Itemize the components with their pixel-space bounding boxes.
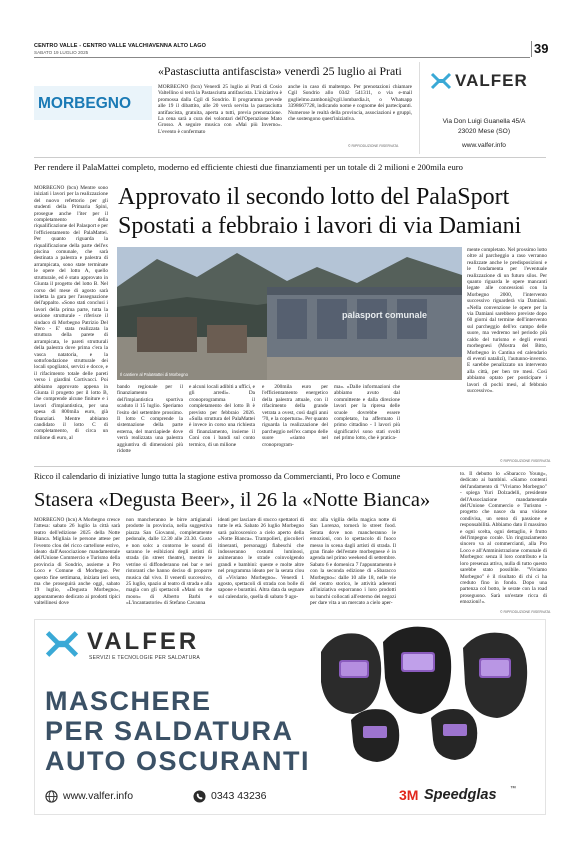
valfer-emblem-icon xyxy=(430,71,452,91)
valfer-address: Via Don Luigi Guanella 45/A xyxy=(442,118,526,125)
ad-line-3: AUTO OSCURANTI xyxy=(45,746,311,776)
main-article-kicker: Per rendere il PalaMattei completo, moderno ed efficiente chiesti due finanziamenti per un totale di 2 milioni e 200mila euro xyxy=(34,162,463,172)
main-article-headline-2: Spostati a febbraio i lavori di via Damiani xyxy=(118,213,522,239)
beer-article-col1: MORBEGNO (bcn) A Morbegno cresce l'attesa: sabato 26 luglio la città sarà teatro dell'edizione 2025 della Notte Bianca. Migliaia le persone attese per l'evento clou del ricco cartellone estivo, ideato dall'Associazione mandamentale dell'Unione Commercio e Turismo della provincia di Sondrio, assieme a Pro Loco e Comune di Morbegno. Per questo fine settimana, iniziata ieri sera, ma che proseguirà anche oggi, sabato 19 luglio, «Degusta Morbegno», appuntamento dedicato ai prodotti tipici valtellinesi dove xyxy=(34,517,120,607)
section-title: MORBEGNO xyxy=(38,95,131,112)
valfer-big-ad xyxy=(34,619,546,815)
ad-line-2: PER SALDATURA xyxy=(45,716,294,746)
beer-article-credit: © RIPRODUZIONE RISERVATA xyxy=(500,610,551,614)
beer-article-col4: sto: alla vigilia della magica notte di San Lorenzo, tornerà lo street food. Serata dove non mancheranno le emozioni, con lo spettacolo di fuoco messo in scena dagli artisti di strada. Il gran finale dell'estate morbegnese è in agenda nel primo weekend di settembre. Sabato 6 e domenica 7 l'appuntamento è con la seconda edizione di «Sbaracco Morbegno»: dalle 10 alle 18, nelle vie del centro storico, le attività aderenti all'iniziativa esporranno i loro prodotti su banchi collocati all'esterno dei negozi per dare vita a un mercato a cielo aper- xyxy=(310,517,396,607)
beer-article-kicker: Ricco il calendario di iniziative lungo tutta la stagione estiva promosso da Commercianti, Pro loco e Comune xyxy=(34,472,401,481)
valfer-big-tagline: SERVIZI E TECNOLOGIE PER SALDATURA xyxy=(89,655,201,661)
palasport-sign: palasport comunale xyxy=(342,310,428,320)
beer-article-headline: Stasera «Degusta Beer», il 26 la «Notte Bianca» xyxy=(34,489,431,511)
valfer-logo xyxy=(430,70,542,92)
ad-phone: 0343 43236 xyxy=(211,790,267,802)
page-header xyxy=(34,40,549,58)
main-article-headline-1: Approvato il secondo lotto del PalaSport xyxy=(118,184,510,210)
paper-name: CENTRO VALLE - CENTRO VALLE VALCHIAVENNA ALTO LAGO xyxy=(34,43,207,49)
welding-masks-image xyxy=(303,622,543,762)
valfer-big-logo xyxy=(43,628,283,660)
beer-article-col2: non mancheranno le birre artigianali prodotte in provincia, nella suggestiva piazza San Giovanni, completamente pedonale, dalle 12.30 alle 23.30. Gusto e non solo: a contorno le sound di saranno le esibizioni degli artisti di strada (in street theatre), mentre le vetrine si diffonderanno nei bar e nei ristoranti che hanno deciso di proporre musica dal vivo. Il venerdì successivo, 25 luglio, spazio al teatro di strada e alla magia con gli spettacoli «Mani on the moon» di Alberto Barbi e «L'incantastorie» di Stefano Cavanna xyxy=(126,517,212,607)
ad-line-1: MASCHERE xyxy=(45,686,212,716)
main-article-col3: e alcuni locali adibiti a uffici, e gli arredi». Da cronoprogramma il completamento del lotto B è previsto per febbraio 2026. «Sulla struttura del PalaMattei è invece in corso una richiesta di finanziamento, insieme il Coni con i bandi sul conto termico, di un milione xyxy=(189,384,255,448)
valfer-city: 23020 Mese (SO) xyxy=(457,128,511,135)
page-number: 39 xyxy=(534,41,549,56)
top-article-headline: «Pastasciutta antifascista» venerdì 25 luglio ai Prati xyxy=(158,64,402,78)
main-article-col2: bando regionale per il finanziamento dell'impiantistica sportiva scaduto il 15 luglio. Speriamo l'esito del settembre prossimo. Il lotto C comprende la sistemazione della parte esterna, del marciapiede dove verrà realizzata una palestra aggiuntiva di dimensioni più ridotte xyxy=(117,384,183,455)
ad-contact-bar xyxy=(45,786,535,808)
partner-3m: 3M xyxy=(399,787,419,803)
partner-name: Speedglas xyxy=(424,787,497,803)
valfer-big-emblem-icon xyxy=(43,628,81,660)
ad-web: www.valfer.info xyxy=(63,790,134,802)
valfer-small-ad xyxy=(419,62,547,154)
valfer-brand: VALFER xyxy=(455,71,528,90)
main-article-col1: MORBEGNO (bcn) Mentre sono iniziati i lavori per la realizzazione del nuovo refettorio per gli studenti della Primaria Spini, prosegue anche l'iter per il completamento della riqualificazione del Palasport e per l'efficientamento del PalaMattei. Per quanto riguarda la riqualificazione della parte dell'ex piscina comunale, che sarà destinata a palestra e palestra di arrampicata, sono state terminate le opere del lotto A, quello strutturale, ed è stato approvato in Giunta il progetto del lotto B. Nel corso del mese di agosto sarà indetta la gara per l'assegnazione dell'appalto. «Sono stati conclusi i lavori della prima parte, tutta la sezione strutturale - riferisce il sindaco di Morbegno Patrizio Del Nero - E' stata realizzata la struttura della parete di arrampicata, le pareti strutturali della palestra dove prima c'era la vasca natatoria, e la sottofondazione strutturale dei locali spogliatoi, servizi e docce, e il rifacimento totale delle pareti verso i giardini Cortivacci. Poi abbiamo approvato appena in Giunta il progetto per il lotto B, che comprende alcune finiture e i lavori d'impiantistica, per una spesa di 800mila euro, già finanziati. Mentre abbiamo candidato il lotto C di completamento, di circa un milione di euro, al xyxy=(34,185,108,441)
palasport-photo xyxy=(117,247,462,380)
partner-trademark: ™ xyxy=(510,786,516,792)
globe-icon xyxy=(45,790,58,803)
main-article-col4: e 200mila euro per l'efficientamento energetico della palestra attuale, con il rifacimento della grande vetrata a ovest, così dagli anni '70, e la copertura». Per quanto riguarda la realizzazione del parcheggio nell'ex campo delle suore «siamo nel cronoprogram- xyxy=(262,384,328,448)
main-article-col6: mente completato. Nel prossimo lotto oltre al parcheggio a raso verranno realizzate anche le predisposizioni e le fondamenta per l'eventuale realizzazione di un futuro silos. Per quanto riguarda le opere mancanti legate alle concessioni con la Morbegno 2000, l'intervento successivo riguarderà via Damiani. «Nella convenzione le opere per la via Damiani sarebbero previste dopo 60 giorni dal termine dell'intervento sul parcheggio dell'ex campo delle suore, ma vedremo nel periodo più caldo del turismo e degli eventi morbegnesi (Mostra del Bitto, Morbegno in Cantina ed calendario di eventi natalizi), l'autunno-inverno. E sarebbe penalizzato un intervento alla città, per ben tre mesi. Così abbiamo optato per posticipare i lavori di pochi mesi, al febbraio successivo». xyxy=(467,247,547,394)
beer-article-col5: to. Il debutto lo «Sbaracco Young», dedicato ai bambini. «Siamo contenti dell'andamento di "Viviamo Morbegno" - spiega Yuri Dolzadelli, presidente dell'Associazione mandamentale dell'Unione Commercio e Turismo - progetto che nasce da una visione condivisa, un senso di passione e responsabilità. Abbiamo dato il massimo e ogni scelta, ogni dettaglio, è frutto dell'impegno corale. Un ringraziamento sincero va al commercianti, alla Pro Loco e all'Amministrazione comunale di Morbegno: senza il loro contributo e la loro presenza attiva, nulla di tutto questo sarebbe stato possibile. "Viviamo Morbegno" è il risultato di chi ci ha creduto fino in fondo. Dopo una partenza col botto, le serate con la road proseguono. Sarà un'estate ricca di emozioni!». xyxy=(460,471,547,606)
section-banner xyxy=(34,86,152,120)
phone-icon xyxy=(193,790,206,803)
main-article-col5: ma». «Dalle informazioni che abbiamo avuto dal committente e dalla direzione lavori per la ripresa delle scuole dovrebbe essere completato, ha affermato il primo cittadino - I lavori più significativi sono stati svolti nel primo lotto, che è pratica- xyxy=(334,384,400,442)
main-article-credit: © RIPRODUZIONE RISERVATA xyxy=(500,459,551,463)
beer-article-col3: ideati per lasciare di stucco spettatori di tutte le età. Sabato 26 luglio Morbegno sarà palcoscenico a cielo aperto della «Notte Bianca». Trampolieri, giocolieri itineranti, personaggi fiabeschi che indosseranno costumi luminosi, animeranno le strade coinvolgendo grandi e bambini: queste e molte altre nel programma ideato per la serata clou di «Viviamo Morbegno». Venerdì 1 agosto, spettacoli di strada con bolle di sapone e burattini. Altra data da segnare sul calendario, quella di sabato 9 ago- xyxy=(218,517,304,600)
top-article-col1: MORBEGNO (bcn) Venerdì 25 luglio ai Prati di Cosio Valtellino si terrà la Pastasciutta antifascista. L'iniziativa è promossa dalla Cgil di Sondrio. Il programma prevede alle 19 il dibattito, alle 20 verrà servita la pastasciutta antifascista, gratuita, aperta a tutti, previa prenotazione. La cena sarà a cura dei volontari dell'Operazione Mato Grosso. A seguire musica con «Mai più Inverno». L'evento è confermato xyxy=(158,84,282,135)
partner-logo xyxy=(399,786,535,806)
issue-date: SABATO 19 LUGLIO 2025 xyxy=(34,50,89,55)
valfer-big-brand: VALFER xyxy=(87,628,200,655)
top-article-col2: anche in caso di maltempo. Per prenotazioni chiamare Cgil Sondrio allo 0342 541311, o via e-mail guglielmo.zamboni@cgil.lombardia.it, o Whatsapp 3398667728, indicando nome e cognome dei partecipanti. Numerose le realtà della provincia, associazioni e gruppi, che sostengono quest'iniziativa. xyxy=(288,84,412,123)
photo-caption: Il cantiere al PalaMattei di Morbegno xyxy=(120,372,188,377)
top-article-credit: © RIPRODUZIONE RISERVATA xyxy=(348,144,399,148)
valfer-web: www.valfer.info xyxy=(462,142,506,149)
top-article xyxy=(158,62,412,152)
